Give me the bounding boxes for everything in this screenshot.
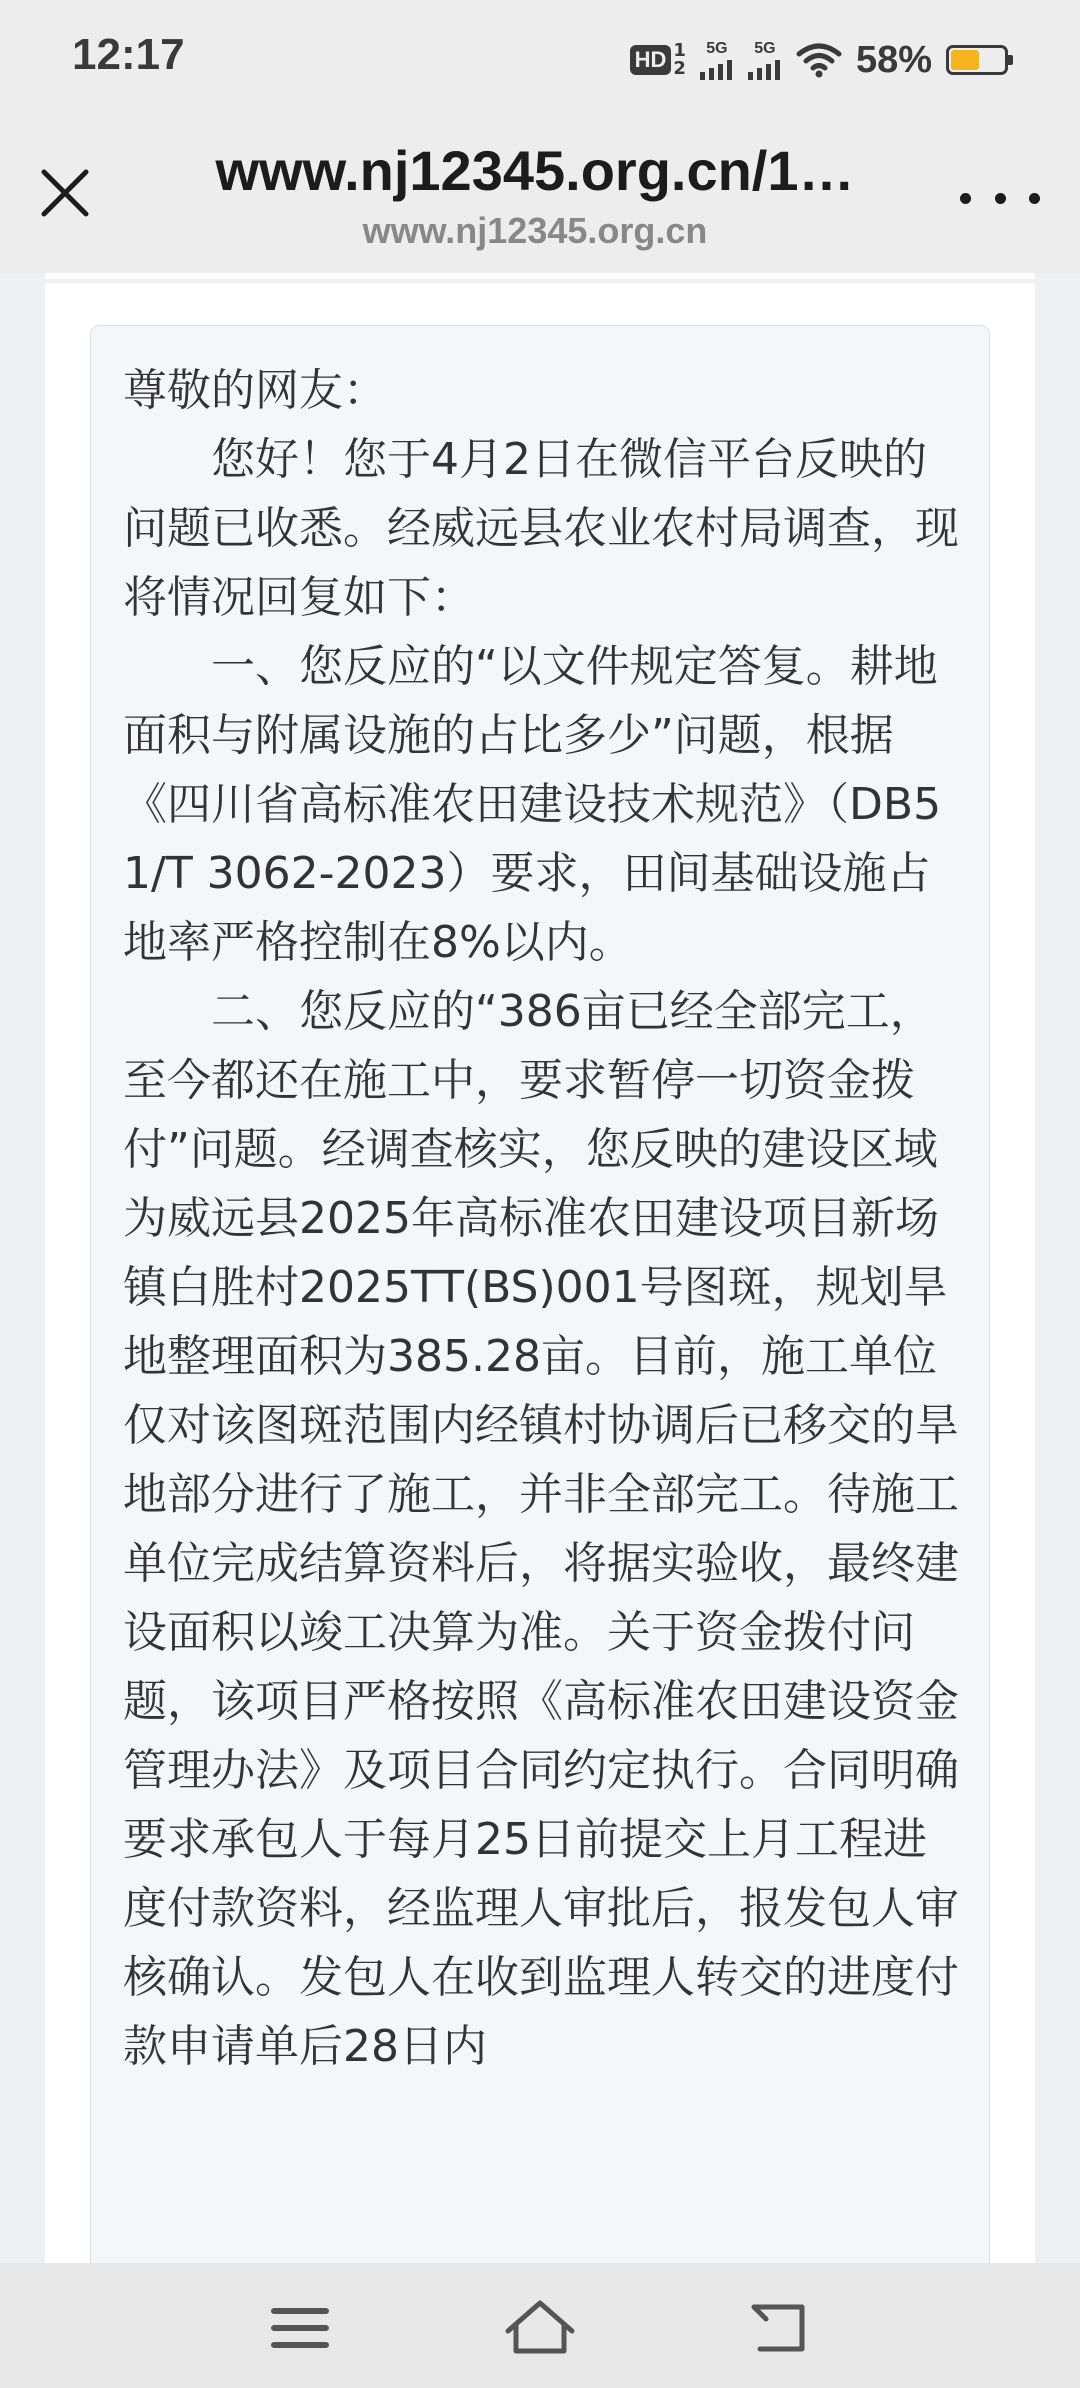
close-button[interactable] bbox=[30, 158, 100, 228]
home-button[interactable] bbox=[500, 2293, 580, 2363]
sim-slot-label: 2 bbox=[673, 58, 686, 79]
more-icon-dot bbox=[1029, 193, 1040, 204]
reply-text: 尊敬的网友： 您好！您于4月2日在微信平台反映的问题已收悉。经威远县农业农村局调查，现将情况回复如下： 一、您反应的“以文件规定答复。耕地面积与附属设施的占比多少”问题，根据《四川省高标准农田建设技术规范》（DB51/T 3062-2023）要求，田间基础设施占地率严格控制在8%以内。 二、您反应的“386亩已经全部完工，至今都还在施工中，要求暂停一切资金拨付”问题。经调查核实，您反映的建设区域为威远县2025年高标准农田建设项目新场镇白胜村2025TT(BS)001号图斑，规划旱地整理面积为385.28亩。目前，施工单位仅对该图斑范围内经镇村协调后已移交的旱地部分进行了施工，并非全部完工。待施工单位完成结算资料后，将据实验收，最终建设面积以竣工决算为准。关于资金拨付问题，该项目严格按照《高标准农田建设资金管理办法》及项目合同约定执行。合同明确要求承包人于每月25日前提交上月工程进度付款资料，经监理人审批后，报发包人审核确认。发包人在收到监理人转交的进度付款申请单后28日内 bbox=[123, 365, 959, 2072]
battery-icon bbox=[946, 45, 1008, 75]
more-icon-dot bbox=[995, 193, 1006, 204]
page-domain: www.nj12345.org.cn bbox=[362, 210, 708, 251]
menu-icon bbox=[260, 2293, 340, 2363]
signal-icon-sim1 bbox=[700, 40, 734, 80]
system-nav-bar bbox=[0, 2263, 1080, 2388]
signal2-label: 5G bbox=[754, 40, 776, 57]
status-indicators bbox=[630, 30, 1008, 90]
browser-nav-bar bbox=[0, 118, 1080, 273]
page-divider bbox=[45, 273, 1035, 279]
signal-icon-sim2 bbox=[748, 40, 782, 80]
status-bar bbox=[0, 0, 1080, 118]
back-icon bbox=[740, 2293, 820, 2363]
web-page[interactable] bbox=[0, 273, 1080, 2263]
page-url-title: www.nj12345.org.cn/1… bbox=[215, 139, 855, 202]
hd-icon: HD 1 2 bbox=[630, 42, 686, 78]
reply-box bbox=[90, 325, 990, 2263]
home-icon bbox=[500, 2293, 580, 2363]
close-icon bbox=[30, 158, 100, 228]
menu-button[interactable] bbox=[260, 2293, 340, 2363]
status-time: 12:17 bbox=[72, 30, 185, 79]
signal1-label: 5G bbox=[706, 40, 728, 57]
battery-percent: 58% bbox=[855, 38, 932, 81]
more-button[interactable] bbox=[960, 178, 1040, 218]
battery-fill bbox=[951, 50, 979, 70]
wifi-icon bbox=[796, 42, 842, 78]
back-button[interactable] bbox=[740, 2293, 820, 2363]
hd-badge: HD bbox=[630, 45, 672, 75]
more-icon-dot bbox=[960, 193, 971, 204]
